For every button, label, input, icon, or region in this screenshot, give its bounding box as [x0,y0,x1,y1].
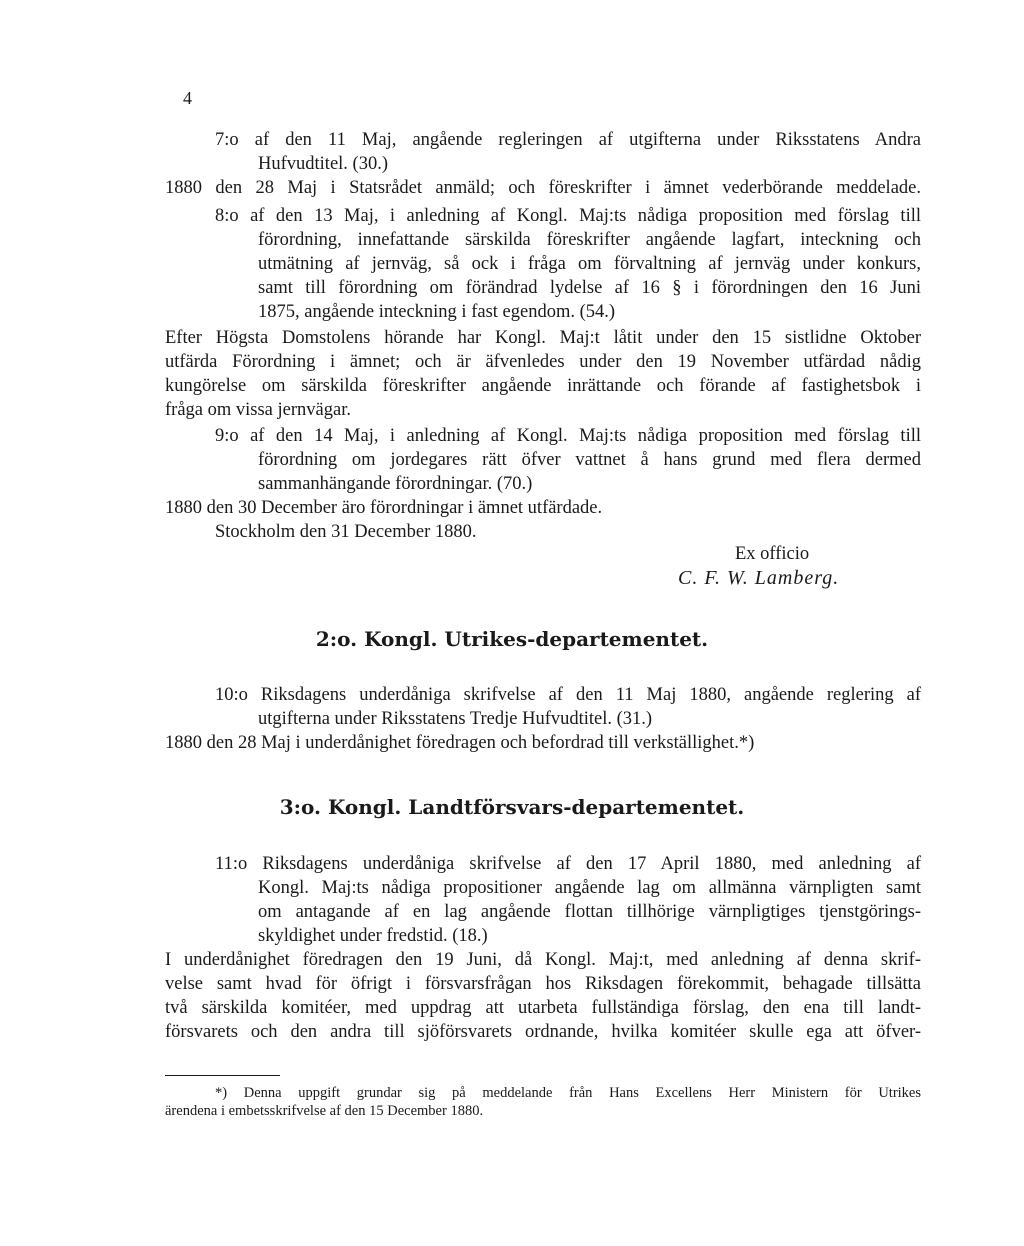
footnote-line: *) Denna uppgift grundar sig på meddelande från Hans Excellens Herr Ministern för Utrikes [215,1085,921,1101]
page-number: 4 [183,88,192,108]
text-line: 1880 den 30 December äro förordningar i ämnet utfärdade. [165,498,603,518]
text-line: 7:o af den 11 Maj, angående regleringen af utgifterna under Riksstatens Andra [215,130,921,150]
text-line: utgifterna under Riksstatens Tredje Hufvudtitel. (31.) [258,709,653,729]
text-line: 11:o Riksdagens underdåniga skrifvelse af den 17 April 1880, med anledning af [215,854,921,874]
text-line: förordning om jordegares rätt öfver vattnet å hans grund med flera dermed [258,450,921,470]
text-line: försvarets och den andra till sjöförsvarets ordnande, hvilka komitéer skulle ega att öfver- [165,1022,921,1042]
text-line: Kongl. Maj:ts nådiga propositioner angående lag om allmänna värnpligten samt [258,878,921,898]
text-line: skyldighet under fredstid. (18.) [258,926,488,946]
section-heading-landtforsvar: 3:o. Kongl. Landtförsvars-departementet. [279,795,745,819]
text-line: 1880 den 28 Maj i underdånighet föredragen och befordrad till verkställighet.*) [165,733,755,753]
text-line: samt till förordning om förändrad lydelse af 16 § i förordningen den 16 Juni [258,278,921,298]
text-line: I underdånighet föredragen den 19 Juni, då Kongl. Maj:t, med anledning af denna skrif- [165,950,921,970]
text-line: 10:o Riksdagens underdåniga skrifvelse af den 11 Maj 1880, angående reglering af [215,685,921,705]
text-line: två särskilda komitéer, med uppdrag att utarbeta fullständiga förslag, den ena till landt- [165,998,921,1018]
text-line: velse samt hvad för öfrigt i försvarsfrågan hos Riksdagen förekommit, behagade tillsätta [165,974,921,994]
text-line: fråga om vissa jernvägar. [165,400,351,420]
text-line: utmätning af jernväg, så ock i fråga om förvaltning af jernväg under konkurs, [258,254,921,274]
text-line: 1880 den 28 Maj i Statsrådet anmäld; och föreskrifter i ämnet vederbörande meddelade. [165,178,921,198]
text-line: utfärda Förordning i ämnet; och är äfvenledes under den 19 November utfärdad nådig [165,352,921,372]
section-heading-utrikes: 2:o. Kongl. Utrikes-departementet. [315,627,709,651]
signature-name: C. F. W. Lamberg. [678,567,840,589]
footnote-line: ärendena i embetsskrifvelse af den 15 December 1880. [165,1103,484,1119]
text-line: förordning, innefattande särskilda föreskrifter angående lagfart, inteckning och [258,230,921,250]
text-line: 1875, angående inteckning i fast egendom. (54.) [258,302,616,322]
text-line: Hufvudtitel. (30.) [258,154,388,174]
text-line: om antagande af en lag angående flottan tillhörige värnpligtiges tjenstgörings- [258,902,921,922]
text-line: sammanhängande förordningar. (70.) [258,474,533,494]
text-line: kungörelse om särskilda föreskrifter angående inrättande och förande af fastighetsbok i [165,376,921,396]
text-line: 9:o af den 14 Maj, i anledning af Kongl. Maj:ts nådiga proposition med förslag till [215,426,921,446]
text-line: Stockholm den 31 December 1880. [215,522,477,542]
text-line: Efter Högsta Domstolens hörande har Kongl. Maj:t låtit under den 15 sistlidne Oktober [165,328,921,348]
text-line: 8:o af den 13 Maj, i anledning af Kongl. Maj:ts nådiga proposition med förslag till [215,206,921,226]
signature-ex-officio: Ex officio [735,544,810,564]
footnote-rule [165,1075,280,1076]
